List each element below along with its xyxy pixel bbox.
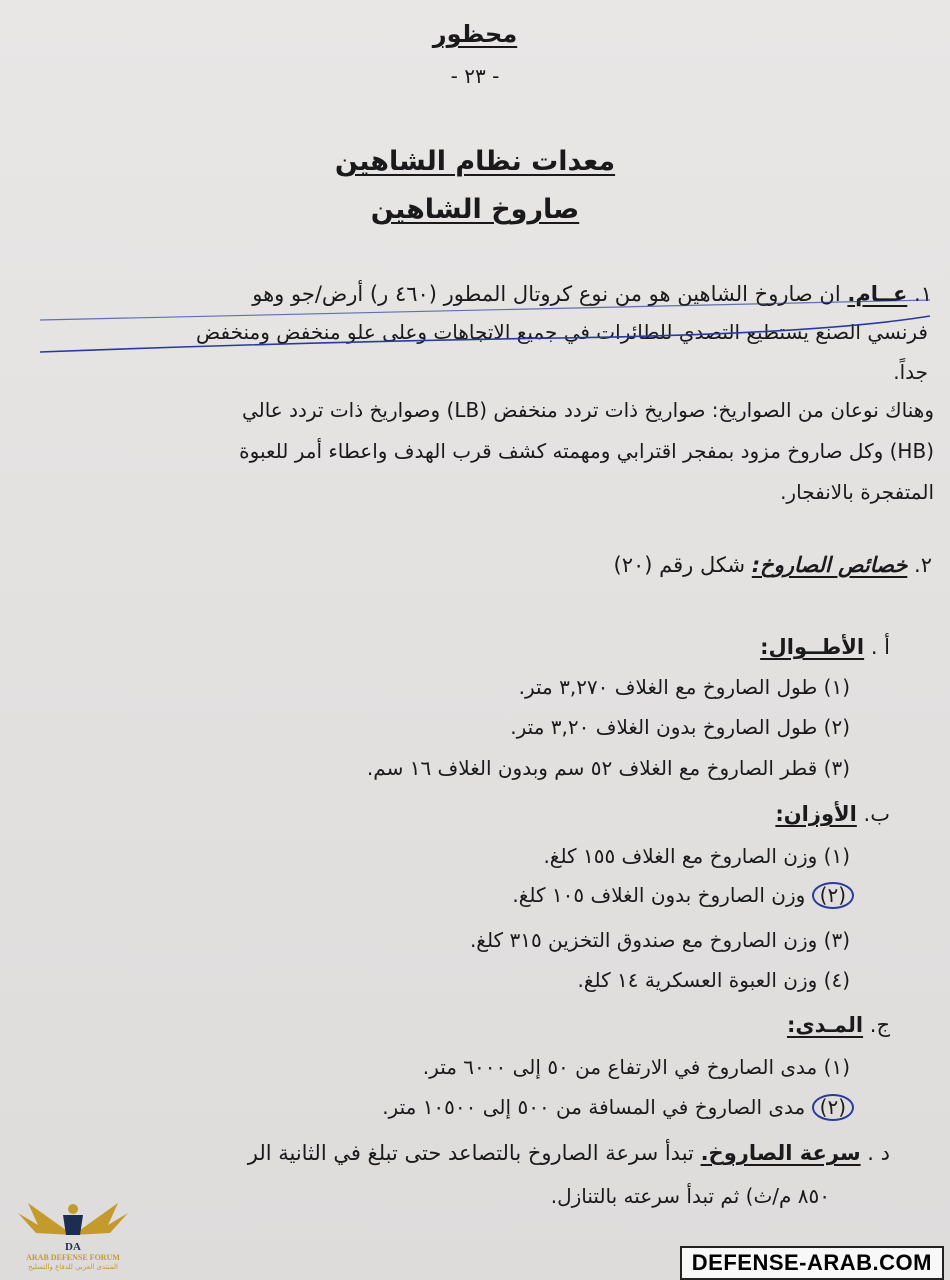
weight-item-3 [0,930,850,950]
section1-number: ١. [914,282,932,306]
weight-item-3-text: وزن الصاروخ مع صندوق التخزين ٣١٥ كلغ. [469,928,818,952]
document-subtitle: صاروخ الشاهين [370,194,580,225]
section2-header [0,555,932,576]
section1-para2-line2: (HB) وكل صاروخ مزود بمفجر اقترابي ومهمته كشف قرب الهدف واعطاء أمر للعبوة [239,439,934,463]
range-item-1-number: (١) [823,1055,850,1079]
subsection-c-letter: ج. [869,1013,890,1037]
weight-item-3-number: (٣) [823,928,850,952]
length-item-2: (٢) طول الصاروخ بدون الغلاف ٣,٢٠ متر. [510,715,850,739]
section2-heading: خصائص الصاروخ: [751,553,908,577]
subsection-c-header [0,1015,890,1036]
section1-para2-line1: وهناك نوعان من الصواريخ: صواريخ ذات تردد منخفض (LB) وصواريخ ذات تردد عالي [241,398,934,422]
subsection-b-heading: الأوزان: [775,802,857,826]
section1-line3: جداً. [893,360,928,384]
weight-item-1-text: وزن الصاروخ مع الغلاف ١٥٥ كلغ. [543,844,818,868]
site-watermark: DEFENSE-ARAB.COM [680,1246,944,1280]
subsection-d-line1: تبدأ سرعة الصاروخ بالتصاعد حتى تبلغ في الثانية الر [247,1141,694,1165]
weight-item-2-text: وزن الصاروخ بدون الغلاف ١٠٥ كلغ. [512,883,806,907]
subsection-b-letter: ب. [863,802,890,826]
range-item-1-text: مدى الصاروخ في الارتفاع من ٥٠ إلى ٦٠٠٠ متر. [422,1055,818,1079]
document-title: معدات نظام الشاهين [334,146,616,177]
section1-para2-line3: المتفجرة بالانفجار. [780,480,934,504]
section2-figure-ref: شكل رقم (٢٠) [613,553,746,577]
subsection-d-header [0,1143,890,1164]
subsection-c-heading: المـدى: [786,1013,864,1037]
weight-item-2 [0,882,854,909]
range-item-2 [0,1094,854,1121]
page-number: - ٢٣ - [450,64,500,88]
range-item-2-number-circled: (٢) [812,1094,854,1121]
subsection-a-letter: أ . [870,635,890,659]
range-item-1 [0,1057,850,1077]
subsection-d-letter: د . [867,1141,890,1165]
section1-line2: فرنسي الصنع يستطيع التصدي للطائرات في جميع الاتجاهات وعلى علو منخفض ومنخفض [195,320,928,344]
eagle-wings-icon [8,1195,138,1247]
logo-mark: DA [65,1241,81,1253]
section1-line1: ان صاروخ الشاهين هو من نوع كروتال المطور (٤٦٠ ر) أرض/جو وهو [252,282,841,306]
subsection-a-heading: الأطــوال: [760,635,865,659]
logo-text: ARAB DEFENSE FORUM [26,1253,120,1262]
weight-item-1-number: (١) [823,844,850,868]
subsection-d-line2: ٨٥٠ م/ث) ثم تبدأ سرعته بالتنازل. [550,1184,830,1208]
weight-item-4-number: (٤) [823,968,850,992]
weight-item-4-text: وزن العبوة العسكرية ١٤ كلغ. [577,968,818,992]
weight-item-2-number-circled: (٢) [812,882,854,909]
length-item-3: (٣) قطر الصاروخ مع الغلاف ٥٢ سم وبدون الغلاف ١٦ سم. [366,756,850,780]
subsection-b-header [0,804,890,825]
weight-item-1 [0,846,850,866]
logo-subtitle: المنتدى العربي للدفاع والتسليح [28,1263,118,1271]
range-item-2-text: مدى الصاروخ في المسافة من ٥٠٠ إلى ١٠٥٠٠ متر. [382,1095,806,1119]
section1-heading: عــام. [847,282,908,306]
arab-defense-forum-logo [8,1195,138,1275]
subsection-a-header [0,637,890,658]
subsection-d-heading: سرعة الصاروخ. [700,1141,861,1165]
weight-item-4 [0,970,850,990]
length-item-1: (١) طول الصاروخ مع الغلاف ٣,٢٧٠ متر. [518,675,850,699]
classification-label: محظور [432,20,518,48]
section2-number: ٢. [914,553,932,577]
